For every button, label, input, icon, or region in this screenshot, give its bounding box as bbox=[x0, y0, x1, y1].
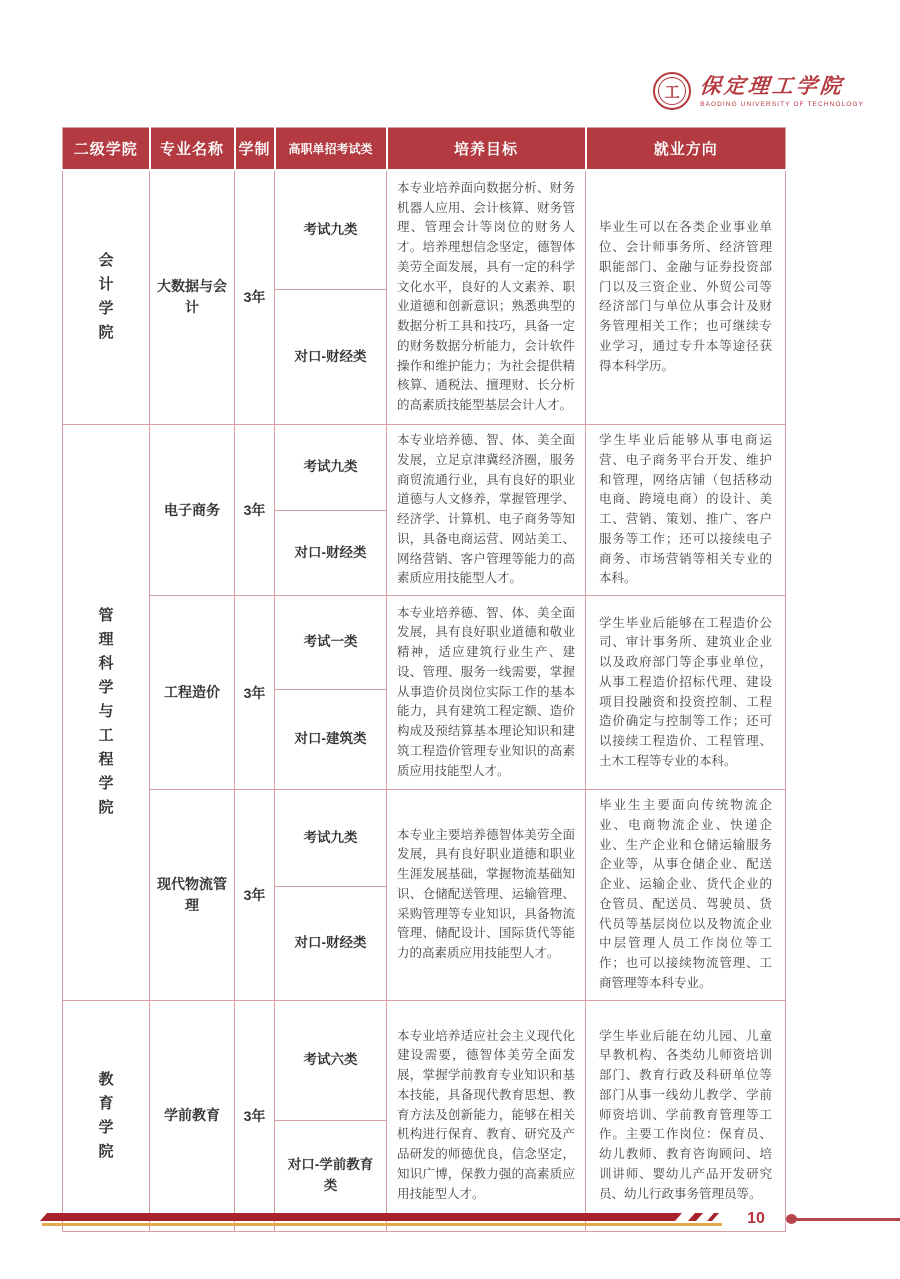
major-name: 学前教育 bbox=[150, 1000, 235, 1231]
column-header-college: 二级学院 bbox=[63, 128, 150, 170]
training-goal-text: 本专业主要培养德智体美劳全面发展，具有良好职业道德和职业生涯发展基础，掌握物流基础知识、仓储配送管理、运输管理、采购管理等专业知识，具备物流管理、储配设计、国际货代等能力的高素质应用技能型人才。 bbox=[397, 827, 575, 961]
university-logo bbox=[653, 72, 864, 110]
column-header-duration: 学制 bbox=[235, 128, 275, 170]
university-name-block bbox=[700, 74, 864, 107]
duration: 3年 bbox=[235, 790, 275, 1001]
training-goal-cell bbox=[387, 425, 586, 596]
seal-glyph: 工 bbox=[658, 77, 686, 105]
employment-text: 毕业生主要面向传统物流企业、电商物流企业、快递企业、生产企业和仓储运输服务企业等，从事仓储企业、配送企业、运输企业、货代企业的仓管员、配送员、驾驶员、货代员等基层岗位以及物流企业中层管理人员工作岗位等工作；也可以接续物流管理、工商管理等本科专业。 bbox=[599, 798, 772, 990]
table-row bbox=[63, 790, 786, 887]
major-name: 大数据与会计 bbox=[150, 170, 235, 425]
employment-cell bbox=[586, 1000, 786, 1231]
employment-text: 学生毕业后能够从事电商运营、电子商务平台开发、维护和管理，网络店铺（包括移动电商、跨境电商）的设计、美工、营销、策划、推广、客户服务等工作；还可以接续电子商务、市场营销等相关专业的本科。 bbox=[599, 433, 772, 586]
employment-cell bbox=[586, 790, 786, 1001]
exam-type: 对口-学前教育类 bbox=[275, 1120, 387, 1231]
university-name-en: BAODING UNIVERSITY OF TECHNOLOGY bbox=[700, 100, 864, 108]
employment-cell bbox=[586, 596, 786, 790]
footer-gold-rule bbox=[42, 1223, 722, 1226]
training-goal-text: 本专业培养德、智、体、美全面发展，立足京津冀经济圈，服务商贸流通行业，具有良好的职业道德与人文修养，掌握管理学、经济学、计算机、电子商务等知识，具备电商运营、网站美工、网络营销、客户管理等能力的高素质应用技能型人才。 bbox=[397, 433, 575, 586]
college-cell-management bbox=[63, 425, 150, 1001]
exam-type: 对口-建筑类 bbox=[275, 690, 387, 790]
training-goal-text: 本专业培养面向数据分析、财务机器人应用、会计核算、财务管理、管理会计等岗位的财务人才。培养理想信念坚定，德智体美劳全面发展，具有一定的科学文化水平，良好的人文素养、职业道德和创新意识；熟悉典型的数据分析工具和技巧，具备一定的财务数据分析能力，会计软件操作和维护能力；为社会提供精核算、通税法、擅理财、长分析的高素质技能型基层会计人才。 bbox=[397, 180, 575, 412]
training-goal-text: 本专业培养德、智、体、美全面发展，具有良好职业道德和敬业精神，适应建筑行业生产、建设、管理、服务一线需要，掌握从事造价员岗位实际工作的基本能力，具有建筑工程定额、造价构成及预结算基本理论知识和建筑工程造价管理专业知识的高素质应用技能型人才。 bbox=[397, 605, 575, 778]
training-goal-cell bbox=[387, 790, 586, 1001]
exam-type: 考试九类 bbox=[275, 790, 387, 887]
table-row bbox=[63, 1000, 786, 1120]
college-cell-accounting bbox=[63, 170, 150, 425]
exam-type: 对口-财经类 bbox=[275, 887, 387, 1000]
exam-type: 考试九类 bbox=[275, 170, 387, 290]
training-goal-cell bbox=[387, 1000, 586, 1231]
employment-text: 学生毕业后能够在工程造价公司、审计事务所、建筑业企业以及政府部门等企事业单位，从事工程造价招标代理、建设项目投融资和投资控制、工程造价确定与控制等工作；还可以接续工程造价、工程管理、土木工程等专业的本科。 bbox=[599, 615, 772, 768]
exam-type: 对口-财经类 bbox=[275, 511, 387, 596]
exam-type: 考试六类 bbox=[275, 1000, 387, 1120]
training-goal-cell bbox=[387, 170, 586, 425]
university-name-cn: 保定理工学院 bbox=[699, 73, 846, 99]
employment-text: 毕业生可以在各类企业事业单位、会计师事务所、经济管理职能部门、金融与证券投资部门以及三资企业、外贸公司等经济部门与单位从事会计及财务管理相关工作；也可继续专业学习，通过专升本等途径获得本科学历。 bbox=[599, 220, 772, 373]
college-cell-education bbox=[63, 1000, 150, 1231]
duration: 3年 bbox=[235, 596, 275, 790]
table-row bbox=[63, 170, 786, 290]
table-header-row bbox=[63, 128, 786, 170]
college-name: 会计学院 bbox=[98, 252, 114, 342]
table-row bbox=[63, 596, 786, 690]
column-header-major: 专业名称 bbox=[150, 128, 235, 170]
college-name: 管理科学与工程学院 bbox=[98, 607, 114, 817]
duration: 3年 bbox=[235, 425, 275, 596]
university-seal-icon bbox=[653, 72, 691, 110]
employment-cell bbox=[586, 170, 786, 425]
column-header-training-goal: 培养目标 bbox=[387, 128, 586, 170]
employment-text: 学生毕业后能在幼儿园、儿童早教机构、各类幼儿师资培训部门、教育行政及科研单位等部门从事一线幼儿教学、学前师资培训、学前教育管理等工作。主要工作岗位：保育员、幼儿教师、教育咨询顾问、培训讲师、婴幼儿产品开发研究员、幼儿行政事务管理员等。 bbox=[599, 1028, 772, 1201]
duration: 3年 bbox=[235, 1000, 275, 1231]
duration: 3年 bbox=[235, 170, 275, 425]
exam-type: 考试一类 bbox=[275, 596, 387, 690]
training-goal-text: 本专业培养适应社会主义现代化建设需要，德智体美劳全面发展，掌握学前教育专业知识和基本技能，具备现代教育思想、教育方法及创新能力，能够在相关机构进行保育、教育、研究及产品研发的师德优良，信念坚定，知识广博，保教力强的高素质应用技能型人才。 bbox=[397, 1028, 575, 1201]
column-header-employment: 就业方向 bbox=[586, 128, 786, 170]
major-name: 现代物流管理 bbox=[150, 790, 235, 1001]
table-row bbox=[63, 425, 786, 511]
training-goal-cell bbox=[387, 596, 586, 790]
exam-type: 考试九类 bbox=[275, 425, 387, 511]
majors-table bbox=[62, 127, 786, 1232]
footer-rule bbox=[793, 1218, 900, 1221]
exam-type: 对口-财经类 bbox=[275, 290, 387, 425]
column-header-exam-type: 高职单招考试类 bbox=[275, 128, 387, 170]
page-number: 10 bbox=[747, 1210, 765, 1227]
footer-accent-bar bbox=[40, 1213, 682, 1221]
college-name: 教育学院 bbox=[98, 1070, 114, 1160]
employment-cell bbox=[586, 425, 786, 596]
major-name: 电子商务 bbox=[150, 425, 235, 596]
major-name: 工程造价 bbox=[150, 596, 235, 790]
